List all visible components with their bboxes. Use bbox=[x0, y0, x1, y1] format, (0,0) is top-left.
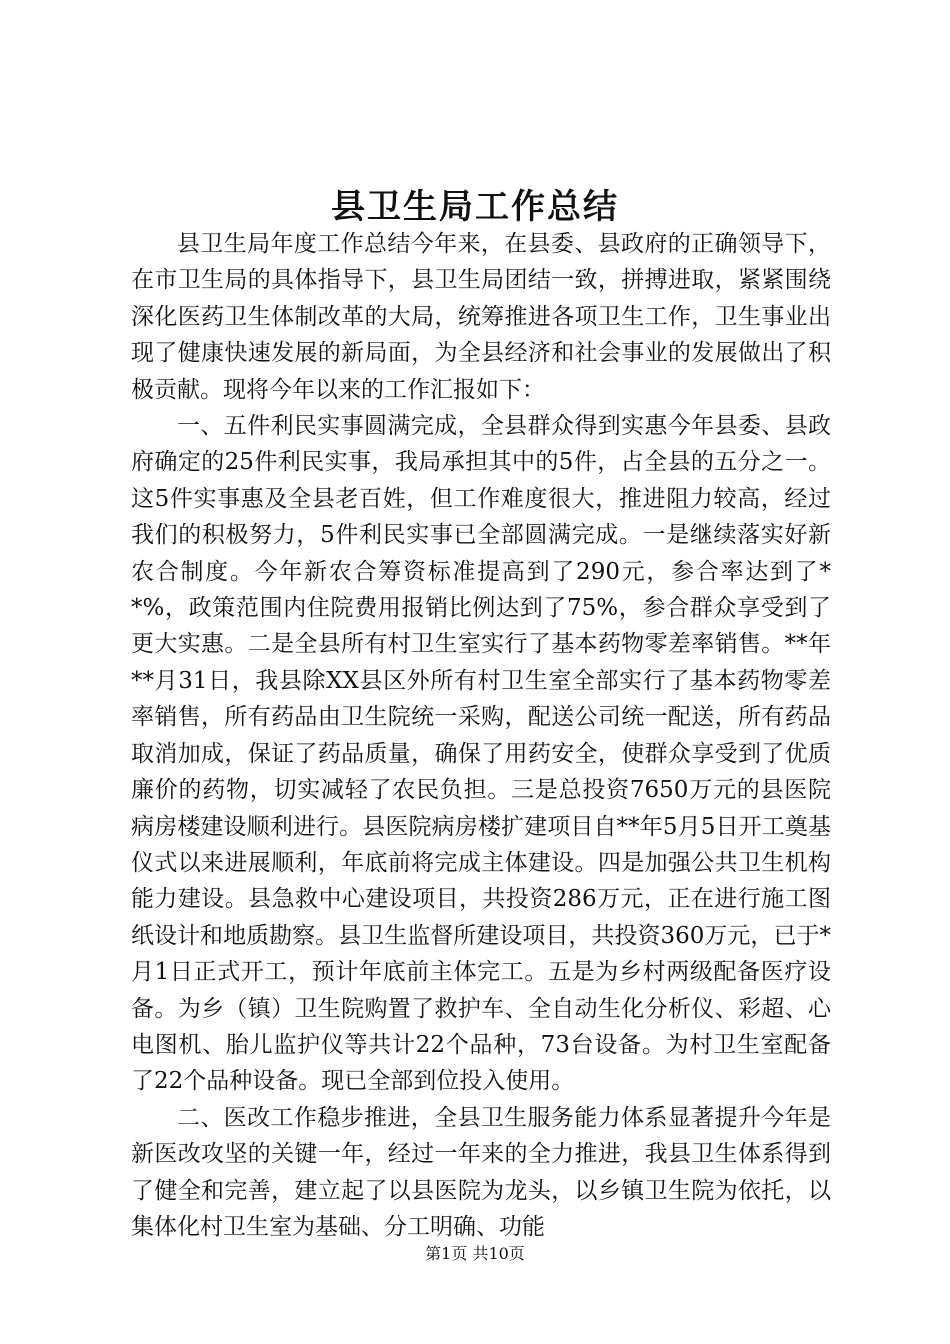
paragraph-intro: 县卫生局年度工作总结今年来，在县委、县政府的正确领导下，在市卫生局的具体指导下，县卫生局团结一致，拼搏进取，紧紧围绕深化医药卫生体制改革的大局，统筹推进各项卫生工作，卫生事业出现了健康快速发展的新局面，为全县经济和社会事业的发展做出了积极贡献。现将今年以来的工作汇报如下： bbox=[131, 231, 831, 403]
document-body bbox=[131, 226, 831, 1245]
page-number-footer: 第1页 共10页 bbox=[425, 1244, 525, 1263]
paragraph-section-1: 一、五件利民实事圆满完成，全县群众得到实惠今年县委、县政府确定的25件利民实事，我局承担其中的5件，占全县的五分之一。这5件实事惠及全县老百姓，但工作难度很大，推进阻力较高，经过我们的积极努力，5件利民实事已全部圆满完成。一是继续落实好新农合制度。今年新农合筹资标准提高到了290元，参合率达到了**%，政策范围内住院费用报销比例达到了75%，参合群众享受到了更大实惠。二是全县所有村卫生室实行了基本药物零差率销售。**年**月31日，我县除XX县区外所有村卫生室全部实行了基本药物零差率销售，所有药品由卫生院统一采购，配送公司统一配送，所有药品取消加成，保证了药品质量，确保了用药安全，使群众享受到了优质廉价的药物，切实减轻了农民负担。三是总投资7650万元的县医院病房楼建设顺利进行。县医院病房楼扩建项目自**年5月5日开工奠基仪式以来进展顺利，年底前将完成主体建设。四是加强公共卫生机构能力建设。县急救中心建设项目，共投资286万元，正在进行施工图纸设计和地质勘察。县卫生监督所建设项目，共投资360万元，已于*月1日正式开工，预计年底前主体完工。五是为乡村两级配备医疗设备。为乡（镇）卫生院购置了救护车、全自动生化分析仪、彩超、心电图机、胎儿监护仪等共计22个品种，73台设备。为村卫生室配备了22个品种设备。现已全部到位投入使用。 bbox=[131, 413, 831, 1095]
paragraph-section-2: 二、医改工作稳步推进，全县卫生服务能力体系显著提升今年是新医改攻坚的关键一年，经过一年来的全力推进，我县卫生体系得到了健全和完善，建立起了以县医院为龙头，以乡镇卫生院为依托，以集体化村卫生室为基础、分工明确、功能 bbox=[131, 1104, 831, 1240]
document-title: 县卫生局工作总结 bbox=[331, 187, 619, 227]
